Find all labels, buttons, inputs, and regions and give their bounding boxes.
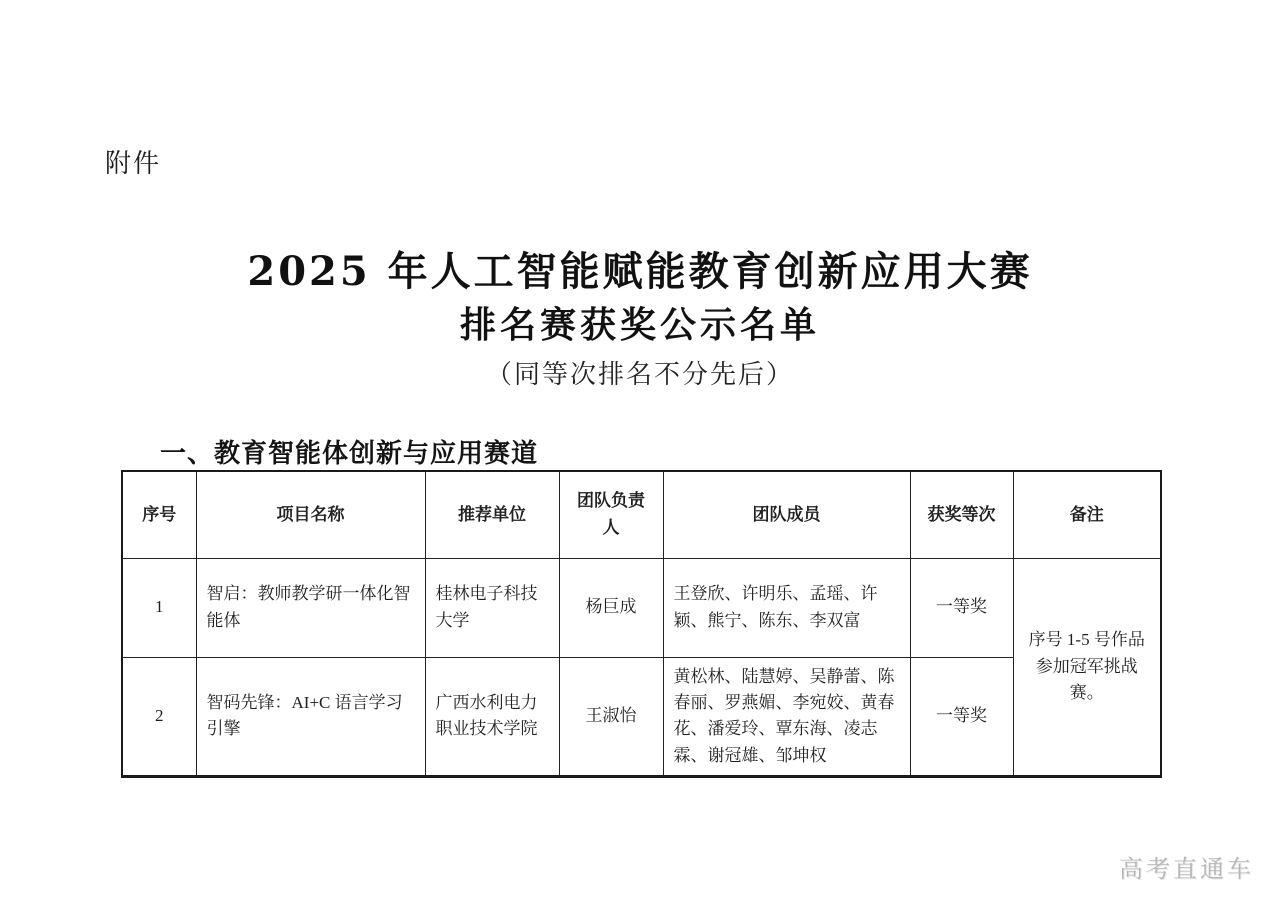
cell-project-1: 智启：教师教学研一体化智能体 [196, 558, 425, 657]
header-recommending-unit: 推荐单位 [425, 471, 559, 558]
header-team-leader: 团队负责人 [559, 471, 663, 558]
header-award-level: 获奖等次 [910, 471, 1013, 558]
cell-serial-1: 1 [122, 558, 196, 657]
cell-remark-span: 序号 1-5 号作品参加冠军挑战赛。 [1013, 558, 1161, 776]
table-row [122, 558, 1161, 657]
document-title-line2: 排名赛获奖公示名单 [459, 304, 820, 346]
cell-project-2: 智码先锋：AI+C 语言学习引擎 [196, 657, 425, 776]
cell-award-1: 一等奖 [910, 558, 1013, 657]
header-project-name: 项目名称 [196, 471, 425, 558]
document-title-line1: 2025 年人工智能赋能教育创新应用大赛 [247, 248, 1033, 295]
cell-unit-1: 桂林电子科技大学 [425, 558, 559, 657]
document-subtitle: （同等次排名不分先后） [485, 360, 794, 389]
attachment-label: 附件 [105, 148, 162, 178]
cell-members-2: 黄松林、陆慧婷、吴静蕾、陈春丽、罗燕媚、李宛姣、黄春花、潘爱玲、覃东海、凌志霖、谢冠雄、邹坤权 [663, 657, 910, 776]
cell-members-1: 王登欣、许明乐、孟瑶、许颖、熊宁、陈东、李双富 [663, 558, 910, 657]
cell-award-2: 一等奖 [910, 657, 1013, 776]
cell-serial-2: 2 [122, 657, 196, 776]
table-header-row [122, 471, 1161, 558]
cell-unit-2: 广西水利电力职业技术学院 [425, 657, 559, 776]
header-remarks: 备注 [1013, 471, 1161, 558]
header-team-members: 团队成员 [663, 471, 910, 558]
award-table [121, 470, 1162, 778]
cell-leader-1: 杨巨成 [559, 558, 663, 657]
header-serial: 序号 [122, 471, 196, 558]
watermark: 高考直通车 [1119, 856, 1254, 883]
section-heading-track1: 一、教育智能体创新与应用赛道 [160, 438, 539, 468]
table-row [122, 657, 1161, 776]
cell-leader-2: 王淑怡 [559, 657, 663, 776]
